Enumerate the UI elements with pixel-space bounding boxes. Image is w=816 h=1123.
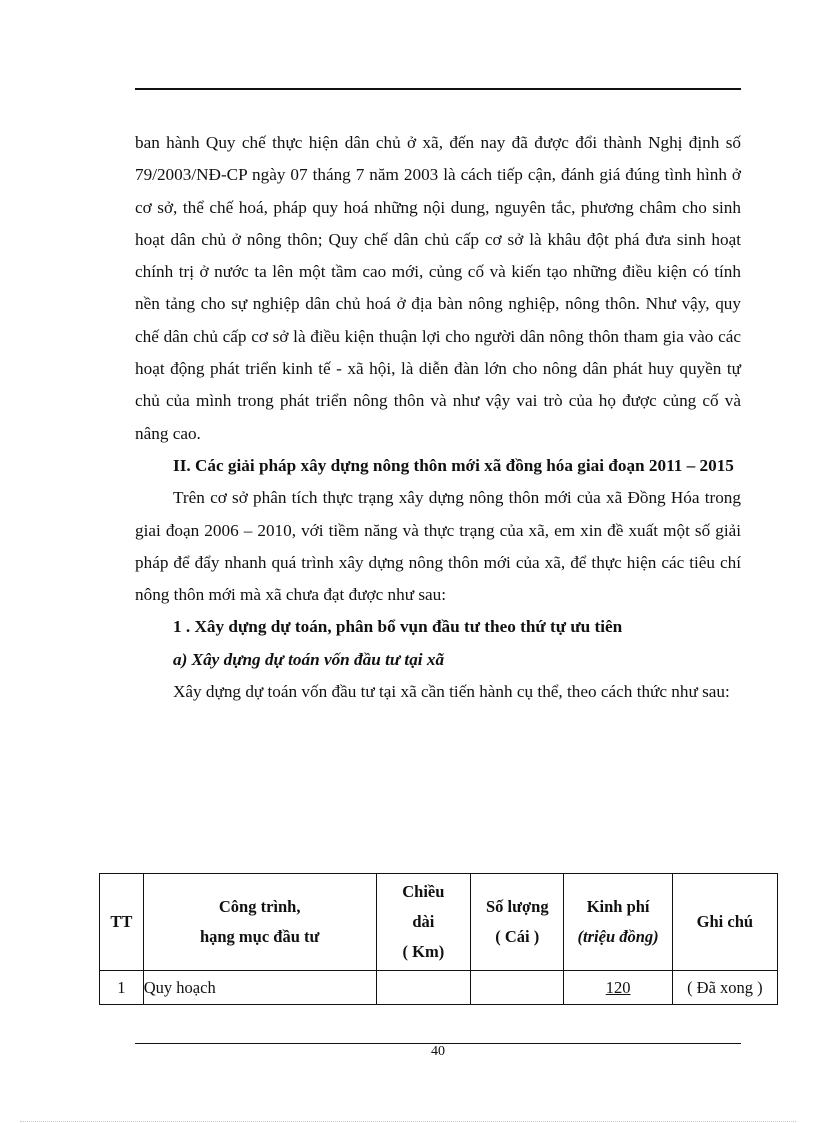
paragraph-estimate-intro: Xây dựng dự toán vốn đầu tư tại xã cần tiến hành cụ thể, theo cách thức như sau: [173,682,730,702]
cell-note: ( Đã xong ) [672,971,777,1005]
header-length-line1: Chiều [402,882,445,901]
header-quantity-line2: ( Cái ) [495,927,540,946]
cell-project: Quy hoạch [143,971,376,1005]
header-cost [564,874,672,971]
header-tt: TT [100,874,144,971]
header-cost-line2: (triệu đồng) [577,927,659,946]
header-cost-line1: Kinh phí [586,897,650,916]
header-quantity [471,874,564,971]
subsection-heading-estimate: a) Xây dựng dự toán vốn đầu tư tại xã [173,649,445,669]
table-row [100,971,778,1005]
cell-length [376,971,470,1005]
table-header-row [100,874,778,971]
header-project-line1: Công trình, [218,897,301,916]
paragraph-democracy-regulation: ban hành Quy chế thực hiện dân chủ ở xã, đến nay đã được đổi thành Nghị định số 79/2003/NĐ-CP ngày 07 tháng 7 năm 2003 là cách tiếp cận, đánh giá đúng tình hình ở cơ sở, thể chế hoá, pháp quy hoá những nội dung, nguyên tắc, phương châm cho sinh hoạt dân chủ ở nông thôn; Quy chế dân chủ cấp cơ sở là khâu đột phá đưa sinh hoạt chính trị ở nước ta lên một tầm cao mới, củng cố và kiến tạo những điều kiện có tính nền tảng cho sự nghiệp dân chủ hoá ở địa bàn nông nghiệp, nông thôn. Như vậy, quy chế dân chủ cấp cơ sở là điều kiện thuận lợi cho người dân nông thôn tham gia vào các hoạt động phát triển kinh tế - xã hội, là diễn đàn lớn cho nông dân phát huy quyền tự chủ của mình trong phát triển nông thôn và như vậy vai trò của họ được củng cố và nâng cao. [135,133,741,443]
budget-table [99,873,778,1005]
paragraph-analysis: Trên cơ sở phân tích thực trạng xây dựng nông thôn mới của xã Đồng Hóa trong giai đoạn 2006 – 2010, với tiềm năng và thực trạng của xã, em xin đề xuất một số giải pháp để đẩy nhanh quá trình xây dựng nông thôn mới của xã, để thực hiện các tiêu chí nông thôn mới mà xã chưa đạt được như sau: [135,488,741,605]
header-length-line3: ( Km) [402,942,445,961]
page-number: 40 [431,1044,445,1059]
cell-tt: 1 [100,971,144,1005]
section-heading-solutions: II. Các giải pháp xây dựng nông thôn mới xã đồng hóa giai đoạn 2011 – 2015 [173,455,734,475]
cell-quantity [471,971,564,1005]
header-project-line2: hạng mục đầu tư [199,927,320,946]
subsection-heading-budget: 1 . Xây dựng dự toán, phân bổ vụn đầu tư theo thứ tự ưu tiên [173,617,623,637]
header-note: Ghi chú [672,874,777,971]
header-project [143,874,376,971]
header-rule [135,88,741,90]
document-body [135,127,741,708]
cell-cost: 120 [564,971,672,1005]
page-edge-dotted-line [20,1121,796,1122]
header-quantity-line1: Số lượng [485,897,549,916]
header-length-line2: dài [412,912,435,931]
header-length [376,874,470,971]
